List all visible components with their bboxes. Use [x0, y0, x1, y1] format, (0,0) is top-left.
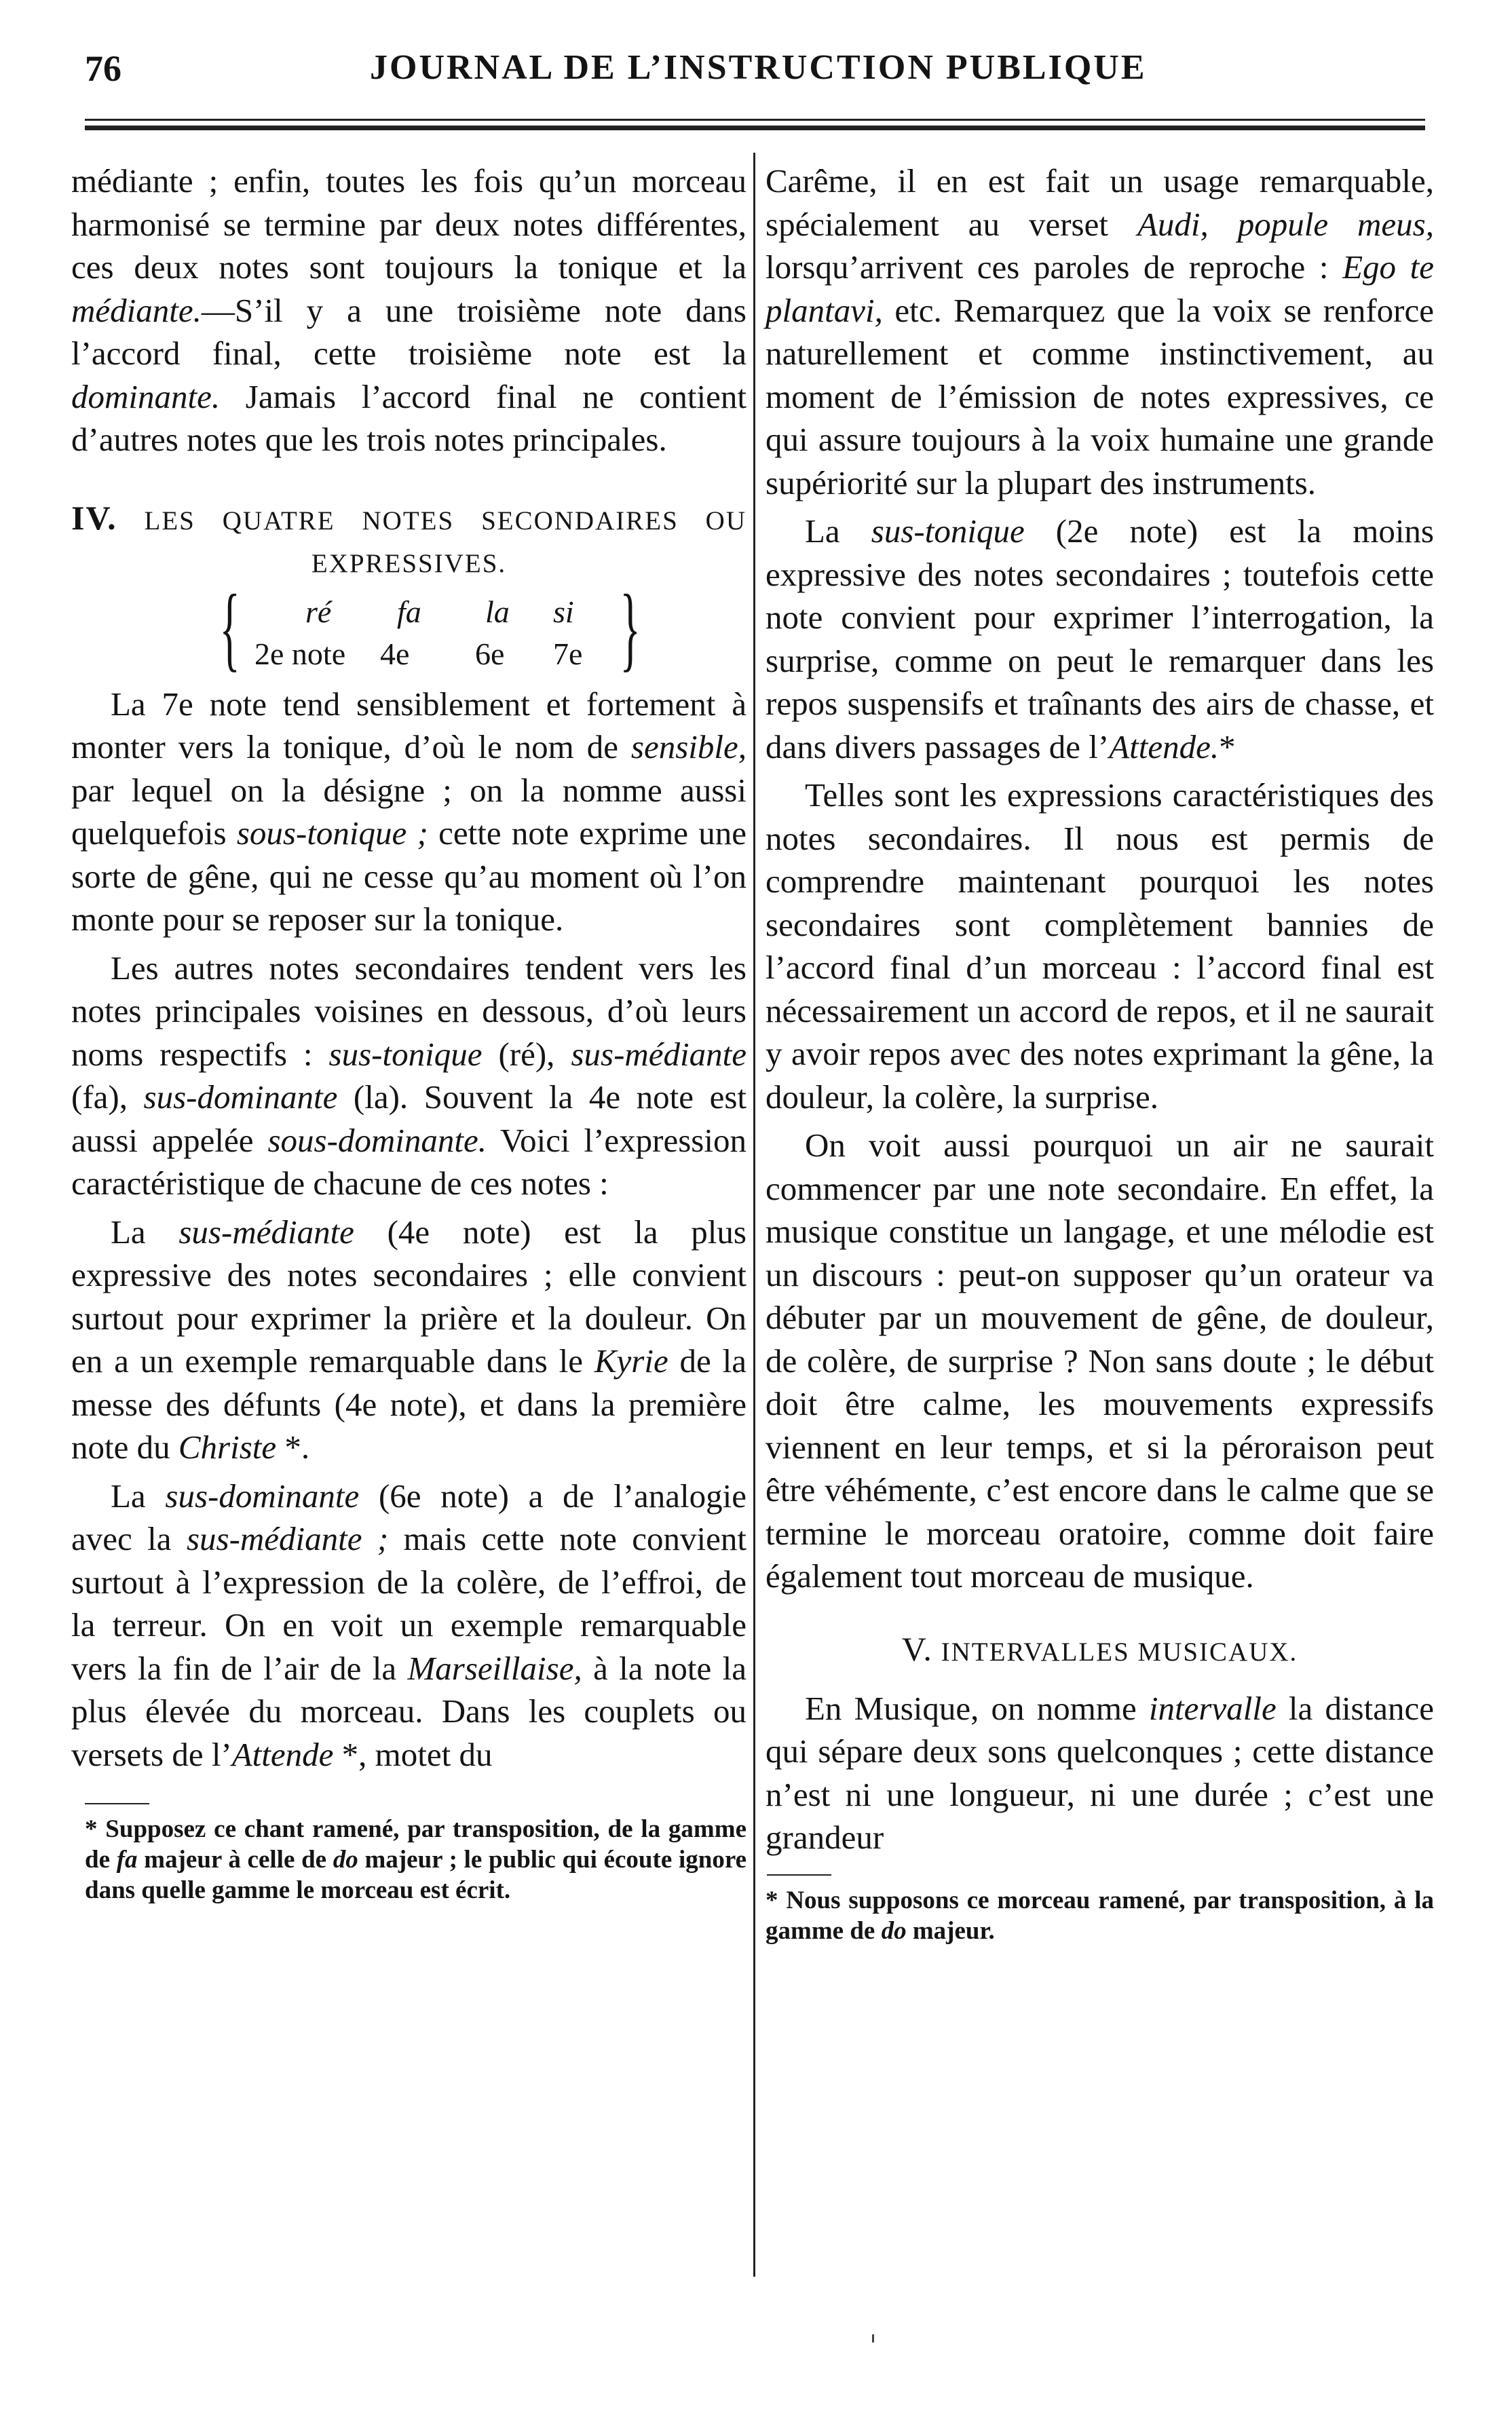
text-run-italic: sus-tonique — [871, 512, 1025, 550]
page-header — [85, 41, 1425, 109]
text-run: Les autres notes secondaires tendent vers les notes principales voisines en dessous, d’où leurs noms respectifs : — [71, 949, 746, 1073]
text-run-italic: fa — [116, 1846, 138, 1874]
text-run-italic: intervalle — [1148, 1689, 1277, 1727]
text-run: lorsqu’arrivent ces paroles de reproche : — [766, 248, 1343, 286]
section-number: V. — [901, 1629, 933, 1668]
text-run-italic: dominante. — [71, 377, 221, 415]
text-run: *, motet du — [333, 1735, 493, 1773]
footnote-rule — [767, 1874, 831, 1876]
right-paragraph-5 — [766, 1687, 1434, 1859]
text-run: majeur. — [906, 1916, 995, 1945]
text-run: * Nous supposons ce morceau ramené, par transposition, à la gamme de — [766, 1886, 1434, 1945]
running-title: JOURNAL DE L’INSTRUCTION PUBLIQUE — [370, 48, 1147, 87]
right-paragraph-2 — [766, 510, 1434, 768]
text-run-italic: Ego te plantavi, — [766, 248, 1435, 329]
right-paragraph-1 — [766, 159, 1434, 504]
text-run: la distance qui sépare deux sons quelconques ; cette distance n’est ni une longueur, ni une durée ; c’est une grandeur — [766, 1689, 1434, 1856]
right-brace: } — [620, 575, 641, 681]
text-run: (6e note) a de l’analogie avec la — [71, 1477, 746, 1557]
text-run: Carême, il en est fait un usage remarquable, spécialement au verset — [766, 162, 1434, 243]
text-run-italic: sus-médiante — [571, 1035, 747, 1073]
text-run: à la note la plus élevée du morceau. Dans les couplets ou versets de l’ — [71, 1649, 746, 1773]
text-run: La — [805, 512, 871, 550]
text-run-italic: do — [333, 1846, 358, 1874]
left-paragraph-2 — [71, 683, 746, 941]
note-name: si — [553, 594, 574, 629]
left-paragraph-4 — [71, 1211, 746, 1469]
text-run: En Musique, on nomme — [805, 1689, 1149, 1727]
section-heading-v — [766, 1628, 1434, 1673]
text-run-italic: Attende. — [1109, 727, 1220, 765]
right-paragraph-3: Telles sont les expressions caractéristiques des notes secondaires. Il nous est permis de comprendre maintenant pourquoi les notes secondaires sont complètement bannies de l’accord final d’un morceau : l’accord final est nécessairement un accord de repos, et il ne saurait y avoir repos avec des notes exprimant la gêne, la douleur, la colère, la surprise. — [766, 776, 1434, 1116]
text-run: Jamais l’accord final ne contient d’autres notes que les trois notes principales. — [71, 377, 746, 458]
right-column — [766, 159, 1434, 1946]
header-rule-thin — [85, 119, 1425, 121]
section-number: IV. — [71, 498, 117, 537]
text-run-italic: sous-tonique ; — [236, 814, 428, 852]
notes-table — [71, 575, 746, 681]
text-run-italic: sus-médiante ; — [186, 1520, 389, 1557]
text-run: par lequel on la désigne ; on la nomme aussi quelquefois — [71, 771, 746, 852]
text-run: La 7e note tend sensiblement et fortement à monter vers la tonique, d’où le nom de — [71, 685, 746, 765]
text-run: (ré), — [482, 1035, 571, 1073]
text-run-italic: sus-médiante — [178, 1213, 354, 1251]
text-run-italic: Kyrie — [594, 1342, 668, 1380]
header-rule-thick — [85, 126, 1425, 130]
text-run: mais cette note convient surtout à l’expression de la colère, de l’effroi, de la terreur. On en voit un exemple remarquable vers la fin de l’air de la — [71, 1520, 746, 1687]
section-title-line-1: LES QUATRE NOTES SECONDAIRES OU — [144, 506, 746, 535]
left-brace: { — [219, 575, 240, 681]
note-degree: 7e — [553, 636, 583, 671]
text-run-italic: sus-dominante — [143, 1078, 338, 1116]
left-paragraph-1 — [71, 159, 746, 461]
text-run-italic: sensible, — [630, 728, 746, 765]
note-name: la — [485, 594, 510, 629]
text-run-italic: Attende — [231, 1735, 334, 1773]
page-number: 76 — [85, 48, 121, 89]
text-run-italic: médiante. — [71, 291, 202, 329]
text-run: *. — [276, 1428, 310, 1466]
text-run-italic: sous-dominante. — [267, 1121, 487, 1159]
text-run-italic: Audi, popule meus, — [1137, 205, 1434, 243]
section-title: INTERVALLES MUSICAUX. — [941, 1637, 1298, 1667]
text-run: etc. Remarquez que la voix se renforce naturellement et comme instinctivement, au moment de l’émission de notes expressives, ce qui assure toujours à la voix humaine une grande supériorité sur la plupart des instruments. — [766, 291, 1434, 501]
section-title-line-2: EXPRESSIVES. — [311, 548, 507, 578]
note-degree: 6e — [475, 636, 505, 671]
section-heading-iv — [71, 497, 746, 542]
text-run-italic: sus-dominante — [165, 1477, 360, 1515]
note-degree: 2e note — [254, 636, 346, 671]
text-run-italic: do — [881, 1916, 907, 1945]
text-run: * Supposez ce chant ramené, par transposition, de la gamme de — [85, 1815, 746, 1874]
note-name: fa — [397, 594, 421, 629]
left-paragraph-5 — [71, 1475, 746, 1777]
text-run: —S’il y a une troisième note dans l’accord final, cette troisième note est la — [71, 291, 746, 372]
text-run: Voici l’expression caractéristique de chacune de ces notes : — [71, 1121, 746, 1202]
text-run: La — [111, 1477, 166, 1515]
text-run: médiante ; enfin, toutes les fois qu’un morceau harmonisé se termine par deux notes différentes, ces deux notes sont toujours la tonique et la — [71, 162, 746, 286]
footnote-right — [766, 1885, 1434, 1946]
footnote-left — [71, 1814, 746, 1905]
text-run: de la messe des défunts (4e note), et dans la première note du — [71, 1342, 746, 1466]
text-run-italic: Christe — [178, 1428, 277, 1466]
print-mark — [872, 2334, 874, 2342]
text-run-italic: Marseillaise, — [407, 1649, 582, 1687]
left-column — [71, 159, 746, 1905]
text-run: * — [1219, 727, 1236, 765]
column-divider — [753, 153, 755, 2277]
footnote-rule — [85, 1803, 149, 1804]
note-degree: 4e — [380, 636, 410, 671]
left-paragraph-3 — [71, 947, 746, 1205]
text-run: (fa), — [71, 1078, 144, 1116]
note-name: ré — [305, 594, 332, 629]
text-run: cette note exprime une sorte de gêne, qui ne cesse qu’au moment où l’on monte pour se reposer sur la tonique. — [71, 814, 746, 938]
text-run: (2e note) est la moins expressive des notes secondaires ; toutefois cette note convient pour exprimer l’interrogation, la surprise, comme on peut le remarquer dans les repos suspensifs et traînants des airs de chasse, et dans divers passages de l’ — [766, 512, 1434, 765]
text-run: majeur ; le public qui écoute ignore dans quelle gamme le morceau est écrit. — [85, 1846, 746, 1904]
right-paragraph-4: On voit aussi pourquoi un air ne saurait commencer par une note secondaire. En effet, la musique constitue un langage, et une mélodie est un discours : peut-on supposer qu’un orateur va débuter par un mouvement de gêne, de douleur, de colère, de surprise ? Non sans doute ; le début doit être calme, les mouvements expressifs viennent en leur temps, et si la péroraison peut être véhémente, c’est encore dans le calme que se termine le morceau oratoire, comme doit faire également tout morceau de musique. — [766, 1126, 1434, 1595]
text-run: La — [111, 1213, 179, 1251]
text-run-italic: sus-tonique — [328, 1035, 483, 1073]
text-run: (la). Souvent la 4e note est aussi appelée — [71, 1078, 746, 1159]
text-run: majeur à celle de — [137, 1846, 333, 1874]
text-run: (4e note) est la plus expressive des notes secondaires ; elle convient surtout pour exprimer la prière et la douleur. On en a un exemple remarquable dans le — [71, 1213, 746, 1380]
